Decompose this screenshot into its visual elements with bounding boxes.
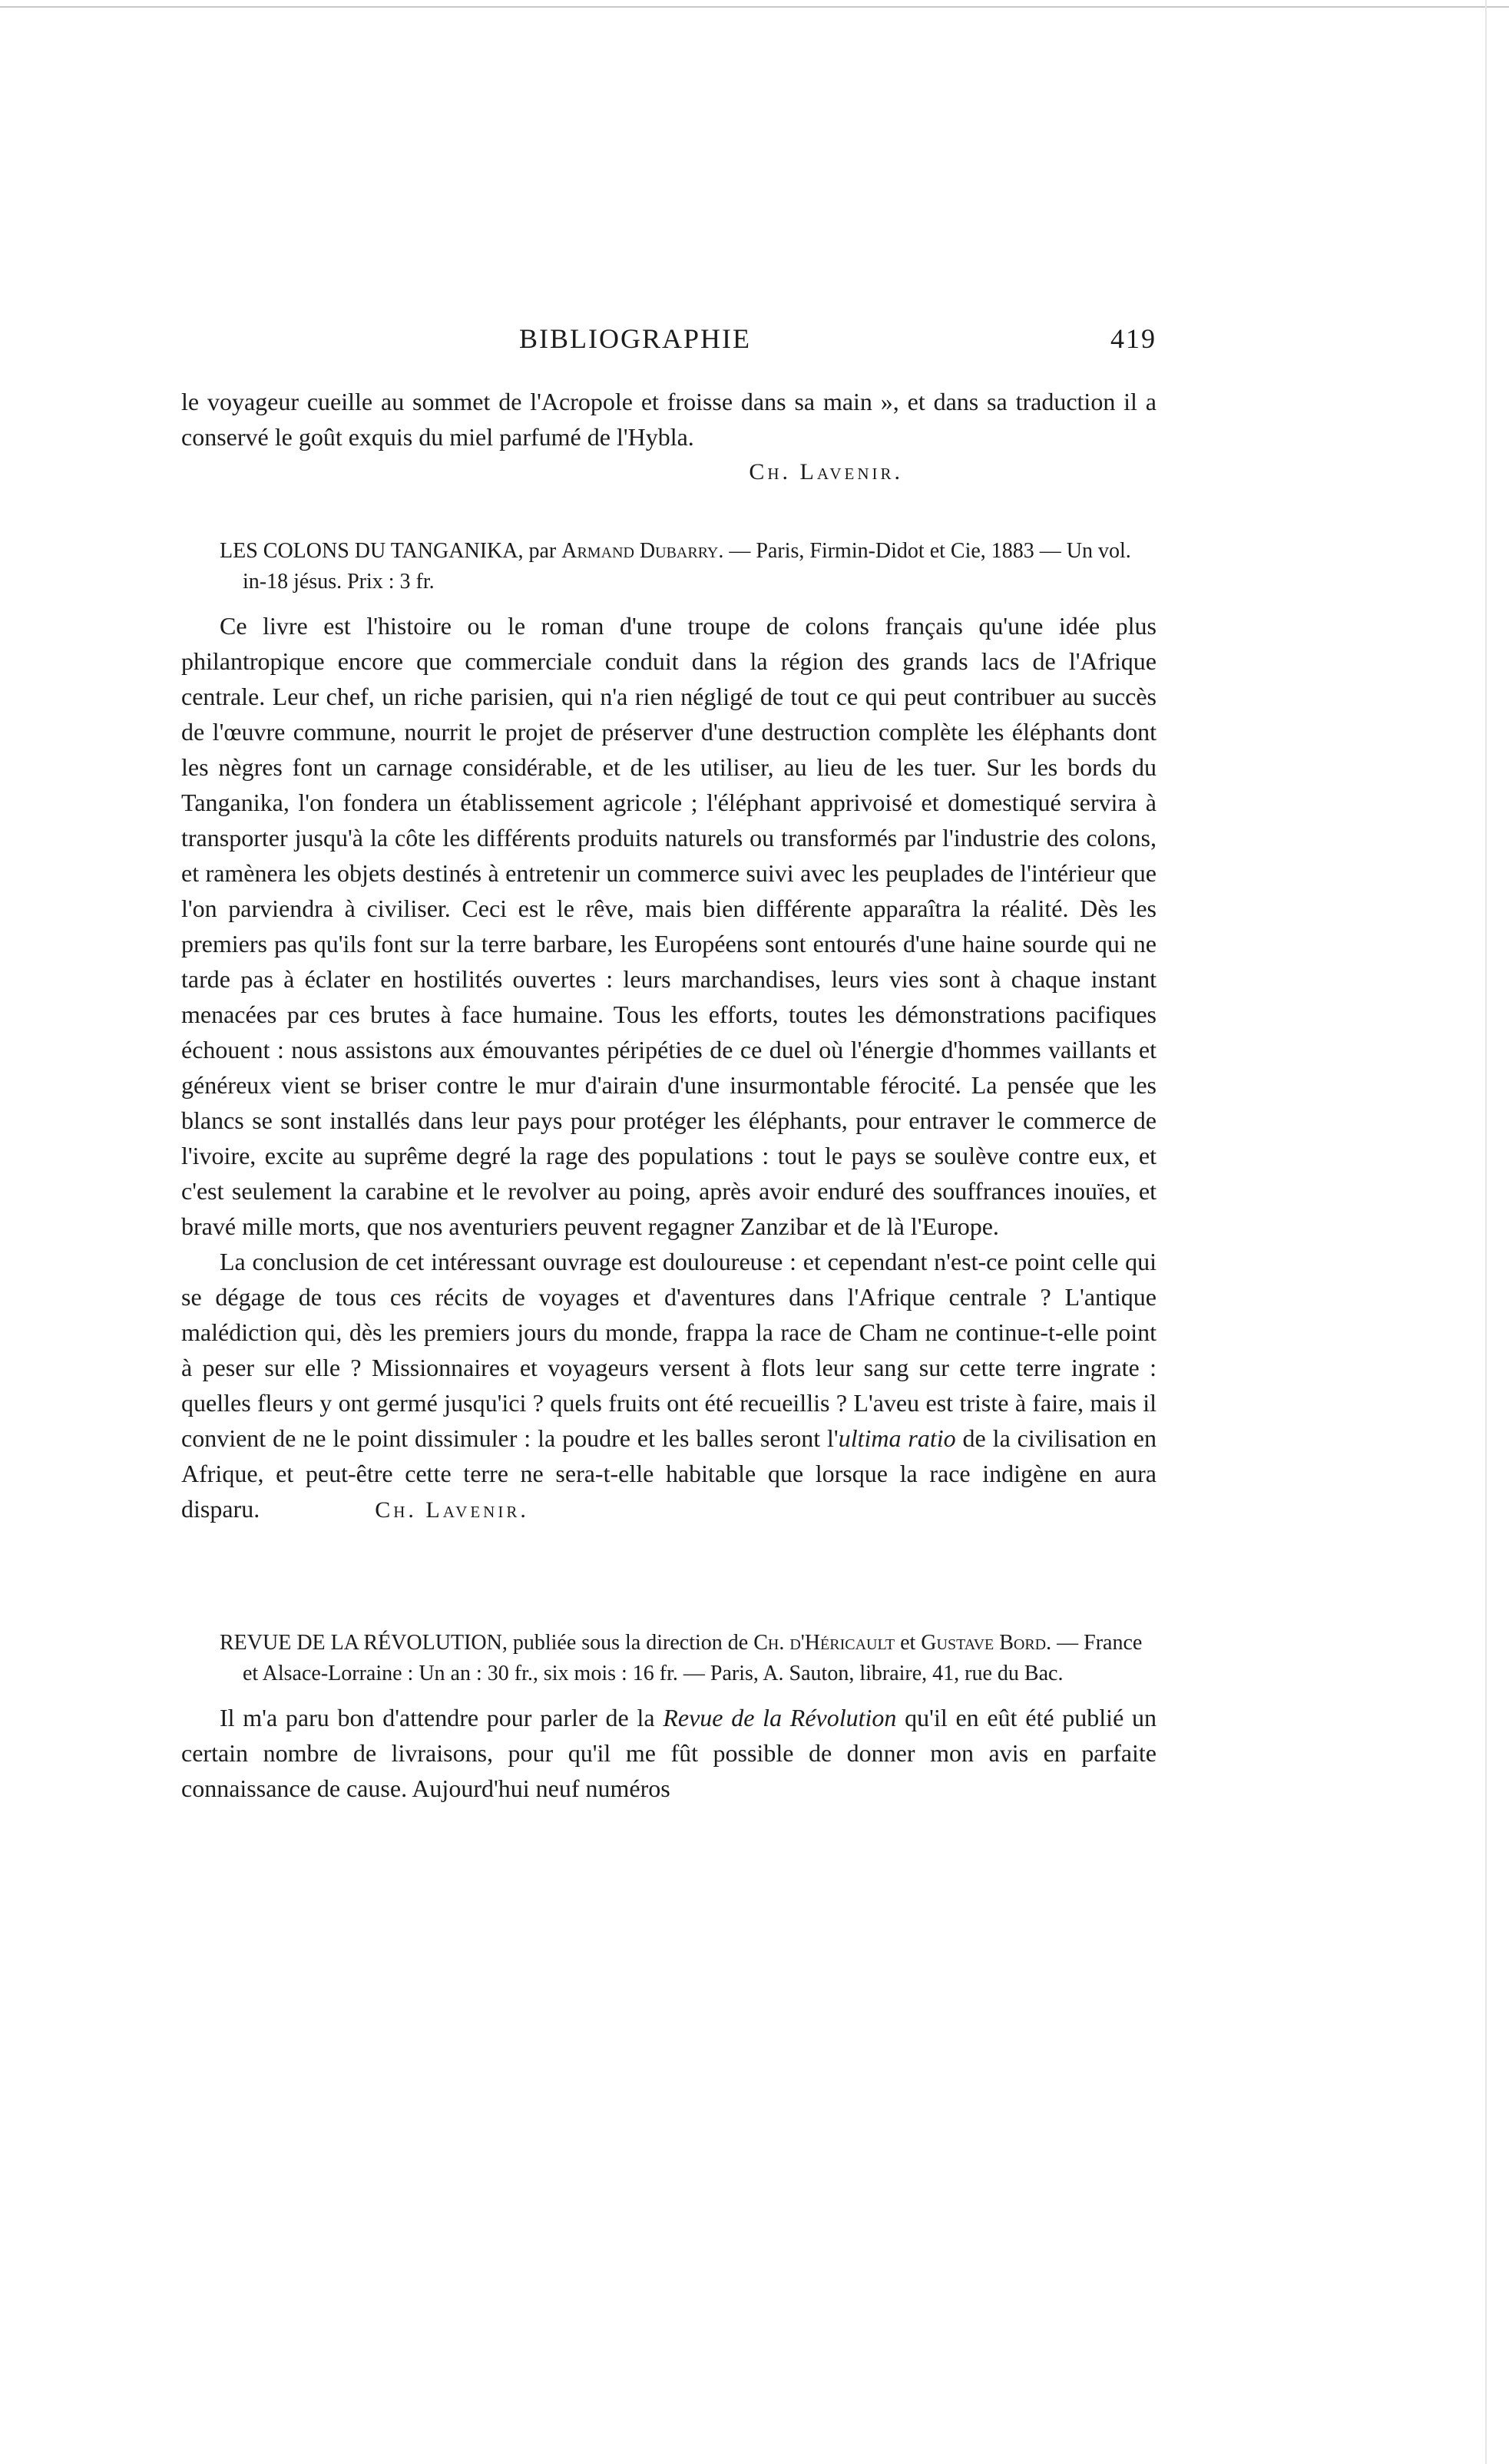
review2-paragraph-1 — [181, 1700, 1157, 1806]
page — [181, 322, 1157, 1806]
page-number: 419 — [1110, 323, 1157, 354]
review1-by: par — [523, 539, 562, 563]
review1-signature: Ch. Lavenir. — [375, 1497, 529, 1523]
review1-p2-italic: ultima ratio — [838, 1424, 956, 1452]
review1-heading — [181, 536, 1157, 597]
scan-edge-line — [0, 6, 1509, 8]
review1-paragraph-1: Ce livre est l'histoire ou le roman d'une troupe de colons français qu'une idée plus philantropique encore que commerciale conduit dans la région des grands lacs de l'Afrique centrale. Leur chef, un riche parisien, qui n'a rien négligé de tout ce qui peut contribuer au succès de l'œuvre commune, nourrit le projet de préserver d'une destruction complète les éléphants dont les nègres font un carnage considérable, et de les utiliser, au lieu de les tuer. Sur les bords du Tanganika, l'on fondera un établissement agricole ; l'éléphant apprivoisé et domestiqué servira à transporter jusqu'à la côte les différents produits naturels ou transformés par l'industrie des colons, et ramènera les objets destinés à entretenir un commerce suivi avec les peuplades de l'intérieur que l'on parviendra à civiliser. Ceci est le rêve, mais bien différente apparaîtra la réalité. Dès les premiers pas qu'ils font sur la terre barbare, les Européens sont entourés d'une haine sourde qui ne tarde pas à éclater en hostilités ouvertes : leurs marchandises, leurs vies sont à chaque instant menacées par ces brutes à face humaine. Tous les efforts, toutes les démonstrations pacifiques échouent : nous assistons aux émouvantes péripéties de ce duel où l'énergie d'hommes vaillants et généreux vient se briser contre le mur d'airain d'une insurmontable férocité. La pensée que les blancs se sont installés dans leur pays pour protéger les éléphants, pour entraver le commerce de l'ivoire, excite au suprême degré la rage des populations : tout le pays se soulève contre eux, et c'est seulement la carabine et le revolver au poing, après avoir enduré des souffrances inouïes, et bravé mille morts, que nos aventuriers peuvent regagner Zanzibar et de là l'Europe. — [181, 612, 1157, 1240]
running-head — [181, 322, 1157, 384]
review2-editor-2: Gustave Bord. — [921, 1631, 1052, 1655]
review1-p2-text: La conclusion de cet intéressant ouvrage est douloureuse : et cependant n'est-ce point celle qui se dégage de tous ces récits de voyages et d'aventures dans l'Afrique centrale ? L'antique malédiction qui, dès les premiers jours du monde, frappa la race de Cham ne continue-t-elle point à peser sur elle ? Missionnaires et voyageurs versent à flots leur sang sur cette terre ingrate : quelles fleurs y ont germé jusqu'ici ? quels fruits ont été recueillis ? L'aveu est triste à faire, mais il convient de ne le point dissimuler : la poudre et les balles seront l' — [181, 1248, 1157, 1452]
review2-editor-1: Ch. d'Héricault — [753, 1631, 895, 1655]
review1-paragraph-2 — [181, 1244, 1157, 1528]
review1-title: LES COLONS DU TANGANIKA, — [220, 539, 524, 563]
intro-paragraph: le voyageur cueille au sommet de l'Acropole et froisse dans sa main », et dans sa traduction il a conservé le goût exquis du miel parfumé de l'Hybla. — [181, 388, 1157, 451]
review1-author: Armand Dubarry. — [561, 539, 724, 563]
scan-margin-shadow — [1485, 0, 1487, 2464]
review2-publication: — France et Alsace-Lorraine : Un an : 30 fr., six mois : 16 fr. — Paris, A. Sauton, libraire, 41, rue du Bac. — [243, 1631, 1143, 1685]
review2-directed-by: publiée sous la direction de — [507, 1631, 754, 1655]
review2-p1-text-end: qu'il en eût été publié un certain nombre de livraisons, pour qu'il me fût possible de donner mon avis en parfaite connaissance de cause. Aujourd'hui neuf numéros — [181, 1704, 1157, 1802]
spacer — [181, 1689, 1157, 1700]
review1-publication: — Paris, Firmin-Didot et Cie, 1883 — Un vol. in-18 jésus. Prix : 3 fr. — [243, 539, 1131, 594]
spacer — [181, 1528, 1157, 1628]
review2-and: et — [895, 1631, 922, 1655]
review2-title: REVUE DE LA RÉVOLUTION, — [220, 1631, 508, 1655]
review2-heading — [181, 1628, 1157, 1689]
running-title: BIBLIOGRAPHIE — [519, 323, 751, 354]
review1-p2-text-end: de la civilisation en Afrique, et peut-être cette terre ne sera-t-elle habitable que lorsque la race indigène en aura disparu. — [181, 1424, 1157, 1523]
spacer — [181, 597, 1157, 608]
review2-p1-text: Il m'a paru bon d'attendre pour parler de la — [220, 1704, 663, 1731]
spacer — [181, 490, 1157, 536]
intro-signature: Ch. Lavenir. — [749, 459, 903, 485]
review2-p1-italic: Revue de la Révolution — [663, 1704, 897, 1731]
